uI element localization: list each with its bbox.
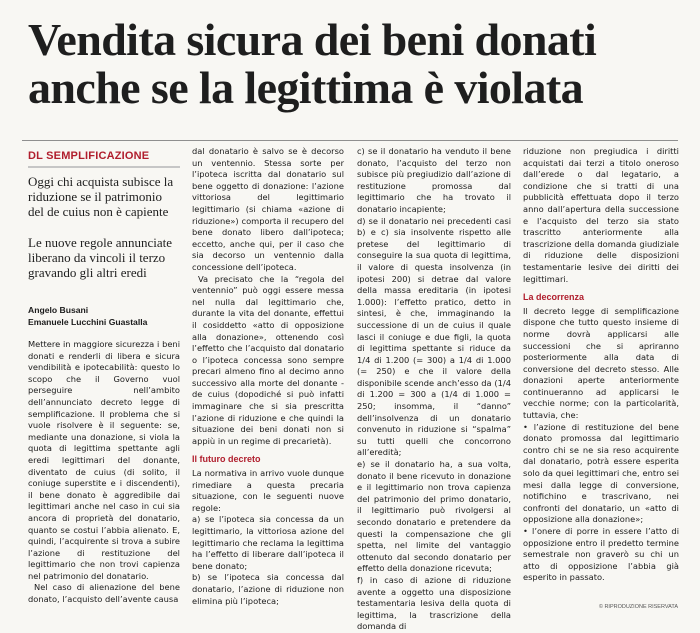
paragraph: Il decreto legge di semplificazione dispone che tutto questo insieme di norme dovrà applicarsi alle successioni che si apriranno posteriormente alla data di conversione del decreto stesso. Alle donazioni aperte anteriormente continueranno ad applicarsi le vecchie norme; con la particolarità, tuttavia, che: xyxy=(523,305,679,421)
header-rule xyxy=(22,140,678,141)
paragraph: Va precisato che la “regola del ventennio” può oggi essere messa nel nulla dal legittimario che, durante la vita del donante, effettui il cosiddetto «atto di opposizione alla donazione», ottenendo così l’effetto che l’acquisto dal donatario o l’ipoteca concessa sono sempre precari almeno fino al decimo anno successivo alla morte del donante - de cuius (dopodiché si può infatti immaginare che si sia prescritta l’azione di riduzione e che quindi la situazione dei beni donati non si appiù in un regime di precarietà). xyxy=(192,273,344,446)
paragraph: a) se l’ipoteca sia concessa da un legittimario, la vittoriosa azione del legittimario che reclama la legittima ha l’effetto di liberare dall’ipoteca il bene donato; xyxy=(192,514,344,571)
column-2 xyxy=(192,146,344,607)
paragraph: c) se il donatario ha venduto il bene donato, l’acquisto del terzo non subisce più pregiudizio dall’azione di restituzione promossa dal legittimario che ha trovato il donatario incapiente; xyxy=(357,146,511,214)
column-4 xyxy=(523,146,679,584)
column-2-body xyxy=(192,146,344,607)
paragraph: La normativa in arrivo vuole dunque rimediare a questa precaria situazione, con le seguenti nuove regole: xyxy=(192,468,344,513)
paragraph: b) se l’ipoteca sia concessa dal donatario, l’azione di riduzione non elimina più l’ipoteca; xyxy=(192,572,344,606)
copyright-credit: © RIPRODUZIONE RISERVATA xyxy=(598,604,678,610)
column-3 xyxy=(357,146,511,633)
headline-line-2: anche se la legittima è violata xyxy=(28,62,584,113)
subheading-2: Le nuove regole annunciate liberano da vincoli il terzo gravando gli altri eredi xyxy=(28,235,173,280)
paragraph: f) in caso di azione di riduzione avente a oggetto una disposizione testamentaria lesiva della quota di legittima, la trascrizione della domanda di xyxy=(357,574,511,632)
column-3-body xyxy=(357,146,511,633)
paragraph: e) se il donatario ha, a sua volta, donato il bene ricevuto in donazione e il legittimario non trova capienza del patrimonio del primo donatario, il legittimario può rivolgersi al secondo donatario e pretendere da questi la compensazione che gli spetta, nel limite del vantaggio ottenuto dal secondo donatario per effetto della donazione ricevuta; xyxy=(357,459,511,574)
paragraph: riduzione non pregiudica i diritti acquistati dai terzi a titolo oneroso dall’erede o dal legatario, a condizione che si tratti di una pubblicità effettuata dopo il terzo anno dall’apertura della successione e l’acquisto del terzo sia stato trascritto anteriormente alla trascrizione della domanda giudiziale di riduzione delle disposizioni testamentarie lesive dei diritti dei legittimari. xyxy=(523,146,679,284)
paragraph: Mettere in maggiore sicurezza i beni donati e renderli di libera e sicura vendibilità e ipotecabilità: questo lo scopo che il Governo vuol perseguire nell’ambito dell’annunciato decreto legge di semplificazione. Il problema che si vuole risolvere è il seguente: se, mediante una donazione, si viola la quota di legittima spettante agli eredi legittimari del donante, diventato de cuius (di solito, il coniuge superstite e i discendenti), il bene donato è aggredibile dai legittimari anche nel caso in cui sia ancora di proprietà del donatario, quanto se costui l’abbia alienato. E, quindi, l’acquirente si trova a subire l’azione di restituzione del legittimario che non trovi capienza nel patrimonio del donatario. xyxy=(28,339,180,581)
headline-line-1: Vendita sicura dei beni donati xyxy=(28,14,597,65)
subheading-1: Oggi chi acquista subisce la riduzione se il patrimonio del de cuius non è capiente xyxy=(28,174,174,219)
paragraph: • l’azione di restituzione del bene donato promossa dal legittimario contro chi se ne sia reso acquirente dal donatario, potrà essere esperita solo da quei legittimari che, entro sei mesi dalla legge di conversione, notifichino e trascrivano, nei confronti del donatario, un «atto di opposizione alla donazione»; xyxy=(523,421,679,525)
section-label: DL SEMPLIFICAZIONE xyxy=(28,150,180,168)
paragraph: d) se il donatario nei precedenti casi b) e c) sia insolvente rispetto alle pretese del legittimario di conseguire la sua quota di legittima, il valore di questa insolvenza (in ipotesi 200) si detrae dal valore della massa ereditaria (in ipotesi 1.000): l’effetto pratico, detto in sintesi, è che, immaginando la successione di un de cuius il quale lasci il coniuge e due figli, la quota di legittima spettante si riduce da 1/4 di 1.200 (= 300) a 1/4 di 1.000 (= 250) e che il valore della disponibile scende anch’esso da (1/4 di 1.200 = 300 a (1/4 di 1.000 = 250; insomma, il “danno” dell’insolvenza di un donatario convenuto in riduzione si “spalma” su tutti quelli che concorrono all’eredità; xyxy=(357,215,511,458)
column-1-body xyxy=(28,339,180,606)
author-2: Emanuele Lucchini Guastalla xyxy=(28,317,148,327)
paragraph: • l’onere di porre in essere l’atto di opposizione entro il predetto termine semestrale non graverò su chi un atto di opposizione l’abbia già esperito in passato. xyxy=(523,526,679,583)
author-1: Angelo Busani xyxy=(28,305,89,315)
paragraph: Nel caso di alienazione del bene donato, l’acquisto dell’avente causa xyxy=(28,582,180,605)
paragraph: dal donatario è salvo se è decorso un ventennio. Stessa sorte per l’ipoteca iscritta dal donatario sul bene oggetto di donazione: l’azione vittoriosa del legittimario legittimario (si chiama «azione di riduzione») comporta il recupero del bene donato libero dall’ipoteca; eccetto, anche qui, per il caso che sia decorso un ventennio dalla concessione dell’ipoteca. xyxy=(192,146,344,272)
column-4-body xyxy=(523,146,679,584)
byline xyxy=(28,304,180,328)
subhead-future-decree: Il futuro decreto xyxy=(192,454,261,465)
headline xyxy=(28,16,678,112)
subhead-effective-date: La decorrenza xyxy=(523,292,585,303)
column-1 xyxy=(28,150,180,606)
